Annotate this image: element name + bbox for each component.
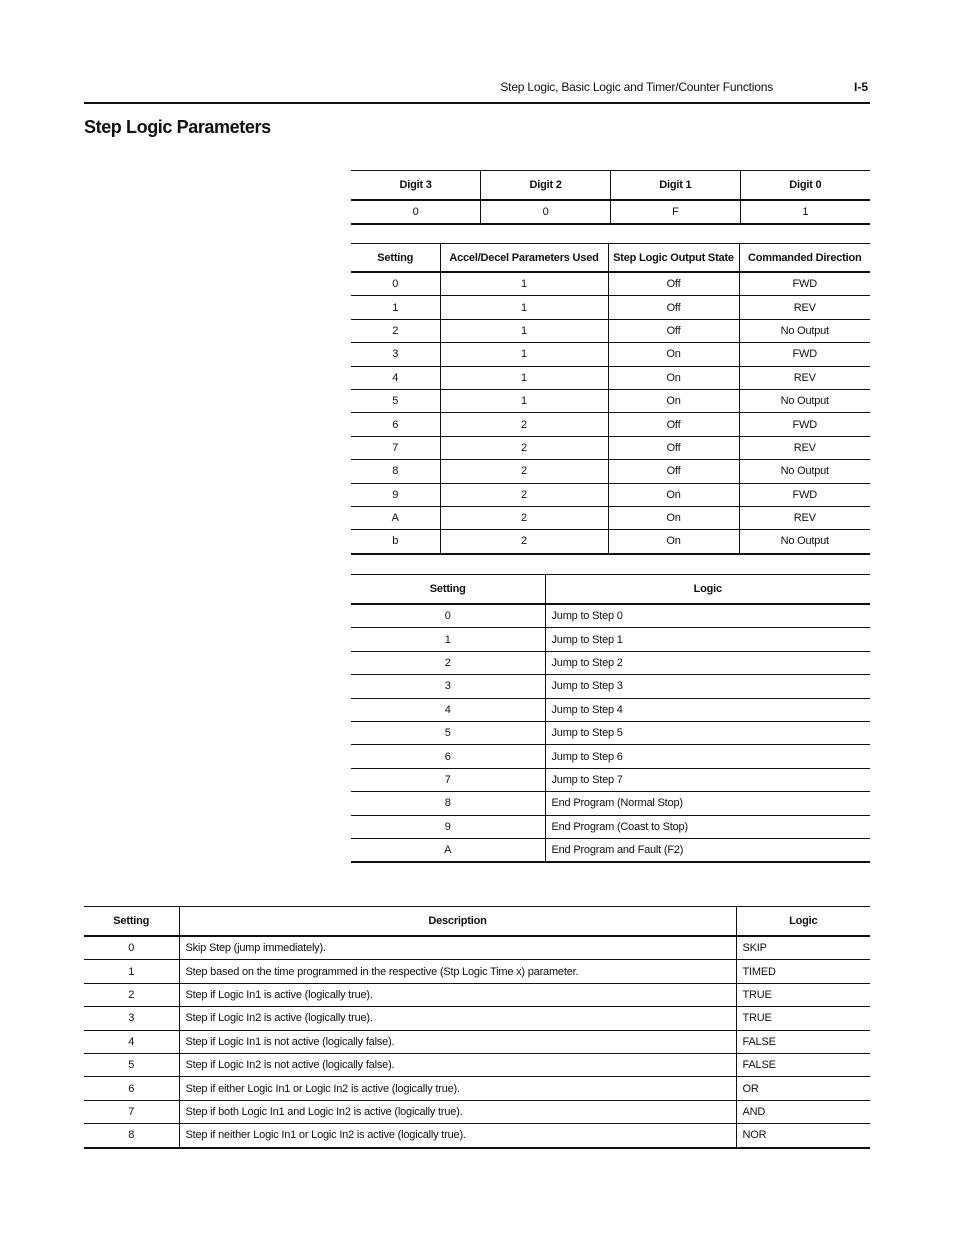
table-row	[351, 530, 870, 554]
table-cell: 6	[351, 745, 545, 768]
table-cell: Jump to Step 6	[545, 745, 870, 768]
table-cell: Step if either Logic In1 or Logic In2 is active (logically true).	[179, 1077, 736, 1100]
table-cell: 7	[351, 768, 545, 791]
table-cell: Off	[608, 413, 739, 436]
table-cell: 1	[351, 628, 545, 651]
table-cell: 3	[351, 343, 440, 366]
table-cell: SKIP	[736, 936, 870, 960]
table-row	[351, 200, 870, 224]
table-cell: On	[608, 366, 739, 389]
table-row	[351, 604, 870, 628]
table-cell: TRUE	[736, 983, 870, 1006]
table-row	[351, 745, 870, 768]
table-cell: Skip Step (jump immediately).	[179, 936, 736, 960]
table-cell: A	[351, 506, 440, 529]
table-cell: 1	[440, 389, 608, 412]
table-cell: 7	[84, 1100, 179, 1123]
table-cell: No Output	[739, 389, 870, 412]
table-cell: 5	[351, 389, 440, 412]
page-number: I-5	[853, 80, 868, 94]
table-cell: Off	[608, 460, 739, 483]
table-cell: 3	[351, 675, 545, 698]
table-cell: 2	[351, 651, 545, 674]
table-cell: 8	[351, 460, 440, 483]
table-cell: Jump to Step 7	[545, 768, 870, 791]
table-cell: OR	[736, 1077, 870, 1100]
column-header: Digit 3	[351, 171, 481, 201]
running-header-title: Step Logic, Basic Logic and Timer/Counter Functions	[500, 80, 773, 94]
table-cell: b	[351, 530, 440, 554]
table-cell: Jump to Step 1	[545, 628, 870, 651]
table-row	[84, 983, 870, 1006]
table-cell: 1	[440, 319, 608, 342]
table-cell: Jump to Step 5	[545, 721, 870, 744]
table-row	[351, 838, 870, 862]
column-header: Setting	[351, 244, 440, 273]
table-row	[351, 483, 870, 506]
table-header-row	[351, 244, 870, 273]
table-cell: 2	[440, 483, 608, 506]
table-cell: 2	[440, 413, 608, 436]
table-cell: FALSE	[736, 1030, 870, 1053]
table-row	[351, 272, 870, 296]
table-cell: 2	[440, 436, 608, 459]
table-row	[84, 936, 870, 960]
table-cell: On	[608, 483, 739, 506]
table-cell: End Program and Fault (F2)	[545, 838, 870, 862]
table-cell: On	[608, 343, 739, 366]
table-cell: A	[351, 838, 545, 862]
table-cell: No Output	[739, 319, 870, 342]
table-row	[84, 1100, 870, 1123]
table-cell: AND	[736, 1100, 870, 1123]
column-header: Setting	[84, 907, 179, 937]
table-cell: On	[608, 530, 739, 554]
table-cell: REV	[739, 436, 870, 459]
column-header: Accel/Decel Parameters Used	[440, 244, 608, 273]
table-row	[351, 413, 870, 436]
table-cell: REV	[739, 366, 870, 389]
table-cell: 0	[481, 200, 611, 224]
table-cell: F	[611, 200, 741, 224]
table-cell: 1	[440, 366, 608, 389]
table-cell: 6	[84, 1077, 179, 1100]
column-header: Digit 2	[481, 171, 611, 201]
table-row	[351, 389, 870, 412]
table-cell: 2	[351, 319, 440, 342]
table-cell: Step if Logic In2 is active (logically true).	[179, 1007, 736, 1030]
table-cell: NOR	[736, 1124, 870, 1148]
table-cell: 1	[351, 296, 440, 319]
column-header: Digit 1	[611, 171, 741, 201]
column-header: Commanded Direction	[739, 244, 870, 273]
table-cell: Jump to Step 2	[545, 651, 870, 674]
table-cell: 2	[440, 460, 608, 483]
table-row	[351, 698, 870, 721]
table-row	[351, 675, 870, 698]
table-row	[84, 960, 870, 983]
table-cell: Off	[608, 319, 739, 342]
table-cell: 9	[351, 483, 440, 506]
table-cell: Jump to Step 3	[545, 675, 870, 698]
step-condition-table	[84, 906, 870, 1149]
table-cell: REV	[739, 296, 870, 319]
table-row	[351, 815, 870, 838]
table-row	[351, 506, 870, 529]
table-cell: 2	[84, 983, 179, 1006]
table-cell: 6	[351, 413, 440, 436]
table-row	[351, 651, 870, 674]
table-cell: 4	[351, 366, 440, 389]
table-cell: Step if Logic In1 is not active (logically false).	[179, 1030, 736, 1053]
table-cell: On	[608, 506, 739, 529]
table-cell: 0	[84, 936, 179, 960]
table-cell: FALSE	[736, 1053, 870, 1076]
table-cell: End Program (Normal Stop)	[545, 792, 870, 815]
table-cell: Jump to Step 0	[545, 604, 870, 628]
table-cell: 0	[351, 604, 545, 628]
table-cell: FWD	[739, 413, 870, 436]
table-cell: FWD	[739, 272, 870, 296]
table-cell: End Program (Coast to Stop)	[545, 815, 870, 838]
table-cell: 1	[440, 343, 608, 366]
table-cell: Step if neither Logic In1 or Logic In2 is active (logically true).	[179, 1124, 736, 1148]
table-cell: Off	[608, 272, 739, 296]
table-cell: 2	[440, 530, 608, 554]
table-row	[351, 319, 870, 342]
table-cell: 9	[351, 815, 545, 838]
table-row	[351, 768, 870, 791]
table-row	[351, 460, 870, 483]
table-row	[351, 792, 870, 815]
table-cell: Step if Logic In1 is active (logically true).	[179, 983, 736, 1006]
table-cell: No Output	[739, 460, 870, 483]
table-row	[351, 436, 870, 459]
column-header: Logic	[736, 907, 870, 937]
table-header-row	[351, 575, 870, 605]
table-cell: Step based on the time programmed in the respective (Stp Logic Time x) parameter.	[179, 960, 736, 983]
table-cell: 8	[351, 792, 545, 815]
table-header-row	[84, 907, 870, 937]
table-cell: 8	[84, 1124, 179, 1148]
table-cell: Off	[608, 296, 739, 319]
column-header: Setting	[351, 575, 545, 605]
table-cell: FWD	[739, 483, 870, 506]
step-logic-jump-table	[351, 574, 870, 863]
table-cell: TRUE	[736, 1007, 870, 1030]
table-cell: 4	[84, 1030, 179, 1053]
table-cell: Step if both Logic In1 and Logic In2 is active (logically true).	[179, 1100, 736, 1123]
table-cell: 1	[84, 960, 179, 983]
table-row	[351, 366, 870, 389]
accel-decel-table	[351, 243, 870, 555]
table-cell: Step if Logic In2 is not active (logically false).	[179, 1053, 736, 1076]
table-header-row	[351, 171, 870, 201]
table-cell: 1	[440, 296, 608, 319]
table-cell: 0	[351, 200, 481, 224]
table-cell: 3	[84, 1007, 179, 1030]
header-divider	[84, 102, 870, 104]
table-cell: No Output	[739, 530, 870, 554]
table-row	[84, 1124, 870, 1148]
table-row	[84, 1077, 870, 1100]
table-row	[351, 721, 870, 744]
table-cell: FWD	[739, 343, 870, 366]
table-cell: 2	[440, 506, 608, 529]
table-cell: Jump to Step 4	[545, 698, 870, 721]
table-cell: Off	[608, 436, 739, 459]
column-header: Step Logic Output State	[608, 244, 739, 273]
table-cell: 1	[440, 272, 608, 296]
table-cell: 1	[740, 200, 870, 224]
column-header: Logic	[545, 575, 870, 605]
table-row	[351, 343, 870, 366]
table-cell: 7	[351, 436, 440, 459]
table-cell: 5	[84, 1053, 179, 1076]
table-cell: 4	[351, 698, 545, 721]
table-cell: REV	[739, 506, 870, 529]
table-cell: 0	[351, 272, 440, 296]
table-row	[84, 1053, 870, 1076]
table-cell: 5	[351, 721, 545, 744]
column-header: Description	[179, 907, 736, 937]
column-header: Digit 0	[740, 171, 870, 201]
table-cell: TIMED	[736, 960, 870, 983]
table-row	[351, 296, 870, 319]
table-row	[84, 1030, 870, 1053]
table-row	[84, 1007, 870, 1030]
section-title: Step Logic Parameters	[84, 117, 271, 137]
table-cell: On	[608, 389, 739, 412]
digits-table	[351, 170, 870, 225]
table-row	[351, 628, 870, 651]
